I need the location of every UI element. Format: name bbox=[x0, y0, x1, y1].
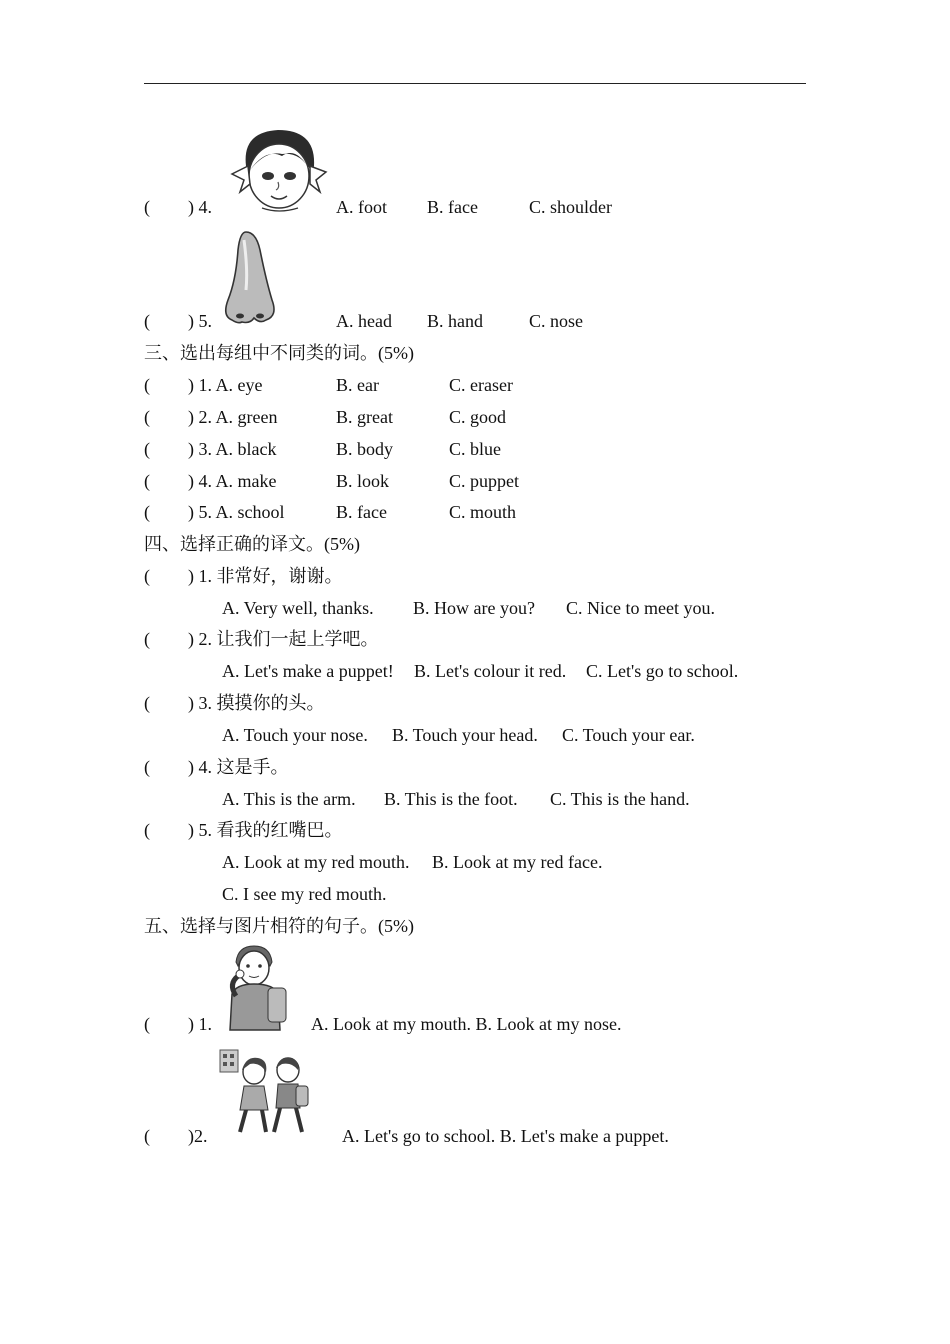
answer-bracket[interactable]: ( bbox=[144, 439, 150, 459]
option-c[interactable]: C. puppet bbox=[449, 471, 519, 491]
option-a[interactable]: A. Let's make a puppet! bbox=[222, 661, 394, 681]
option-b[interactable]: B. body bbox=[336, 439, 394, 459]
option-c[interactable]: C. eraser bbox=[449, 375, 513, 395]
question-text: ) 1. 非常好，谢谢。 bbox=[188, 566, 343, 586]
option-b[interactable]: B. hand bbox=[427, 311, 483, 331]
option-b[interactable]: B. How are you? bbox=[413, 598, 535, 618]
answer-bracket[interactable]: ( bbox=[144, 1126, 150, 1146]
answer-bracket[interactable]: ( bbox=[144, 757, 150, 777]
question-text: ) 3. 摸摸你的头。 bbox=[188, 693, 325, 713]
question-number: ) 5. bbox=[188, 311, 212, 331]
question-text: ) 4. 这是手。 bbox=[188, 757, 289, 777]
option-a[interactable]: A. Very well, thanks. bbox=[222, 598, 374, 618]
header-rule bbox=[144, 83, 806, 84]
section-4-title: 四、选择正确的译文。(5%) bbox=[144, 534, 360, 554]
option-c[interactable]: C. I see my red mouth. bbox=[222, 884, 387, 904]
answer-bracket[interactable]: ( bbox=[144, 820, 150, 840]
option-a[interactable]: A. Look at my red mouth. bbox=[222, 852, 410, 872]
question-option-a[interactable]: ) 5. A. school bbox=[188, 502, 285, 522]
option-c[interactable]: C. Let's go to school. bbox=[586, 661, 739, 681]
option-c[interactable]: C. blue bbox=[449, 439, 501, 459]
section-3-title: 三、选出每组中不同类的词。(5%) bbox=[144, 343, 414, 363]
answer-bracket[interactable]: ( bbox=[144, 1014, 150, 1034]
answer-bracket[interactable]: ( bbox=[144, 693, 150, 713]
kids-walking-to-school-picture bbox=[218, 1048, 316, 1140]
options[interactable]: A. Look at my mouth. B. Look at my nose. bbox=[311, 1014, 622, 1034]
option-c[interactable]: C. mouth bbox=[449, 502, 517, 522]
question-number: )2. bbox=[188, 1126, 208, 1146]
answer-bracket[interactable]: ( bbox=[144, 407, 150, 427]
answer-bracket[interactable]: ( bbox=[144, 502, 150, 522]
section-5-title: 五、选择与图片相符的句子。(5%) bbox=[144, 916, 414, 936]
option-b[interactable]: B. face bbox=[427, 197, 478, 217]
answer-bracket[interactable]: ( bbox=[144, 197, 150, 217]
option-b[interactable]: B. Let's colour it red. bbox=[414, 661, 567, 681]
option-c[interactable]: C. This is the hand. bbox=[550, 789, 690, 809]
question-option-a[interactable]: ) 1. A. eye bbox=[188, 375, 263, 395]
option-c[interactable]: C. Touch your ear. bbox=[562, 725, 695, 745]
question-number: ) 1. bbox=[188, 1014, 212, 1034]
question-option-a[interactable]: ) 2. A. green bbox=[188, 407, 278, 427]
question-number: ) 4. bbox=[188, 197, 212, 217]
option-c[interactable]: C. nose bbox=[529, 311, 583, 331]
boy-pointing-picture bbox=[216, 944, 292, 1032]
option-a[interactable]: A. foot bbox=[336, 197, 387, 217]
option-b[interactable]: B. face bbox=[336, 502, 387, 522]
options[interactable]: A. Let's go to school. B. Let's make a puppet. bbox=[342, 1126, 669, 1146]
answer-bracket[interactable]: ( bbox=[144, 471, 150, 491]
option-b[interactable]: B. ear bbox=[336, 375, 379, 395]
answer-bracket[interactable]: ( bbox=[144, 566, 150, 586]
option-a[interactable]: A. Touch your nose. bbox=[222, 725, 368, 745]
option-b[interactable]: B. Look at my red face. bbox=[432, 852, 603, 872]
option-b[interactable]: B. great bbox=[336, 407, 393, 427]
option-b[interactable]: B. Touch your head. bbox=[392, 725, 538, 745]
question-option-a[interactable]: ) 3. A. black bbox=[188, 439, 277, 459]
question-option-a[interactable]: ) 4. A. make bbox=[188, 471, 277, 491]
answer-bracket[interactable]: ( bbox=[144, 629, 150, 649]
option-c[interactable]: C. good bbox=[449, 407, 507, 427]
option-a[interactable]: A. head bbox=[336, 311, 392, 331]
answer-bracket[interactable]: ( bbox=[144, 375, 150, 395]
option-c[interactable]: C. Nice to meet you. bbox=[566, 598, 715, 618]
nose-picture bbox=[222, 230, 278, 326]
option-c[interactable]: C. shoulder bbox=[529, 197, 612, 217]
answer-bracket[interactable]: ( bbox=[144, 311, 150, 331]
option-a[interactable]: A. This is the arm. bbox=[222, 789, 356, 809]
question-text: ) 2. 让我们一起上学吧。 bbox=[188, 629, 379, 649]
option-b[interactable]: B. This is the foot. bbox=[384, 789, 518, 809]
option-b[interactable]: B. look bbox=[336, 471, 390, 491]
girl-face-picture bbox=[226, 126, 332, 212]
question-text: ) 5. 看我的红嘴巴。 bbox=[188, 820, 343, 840]
